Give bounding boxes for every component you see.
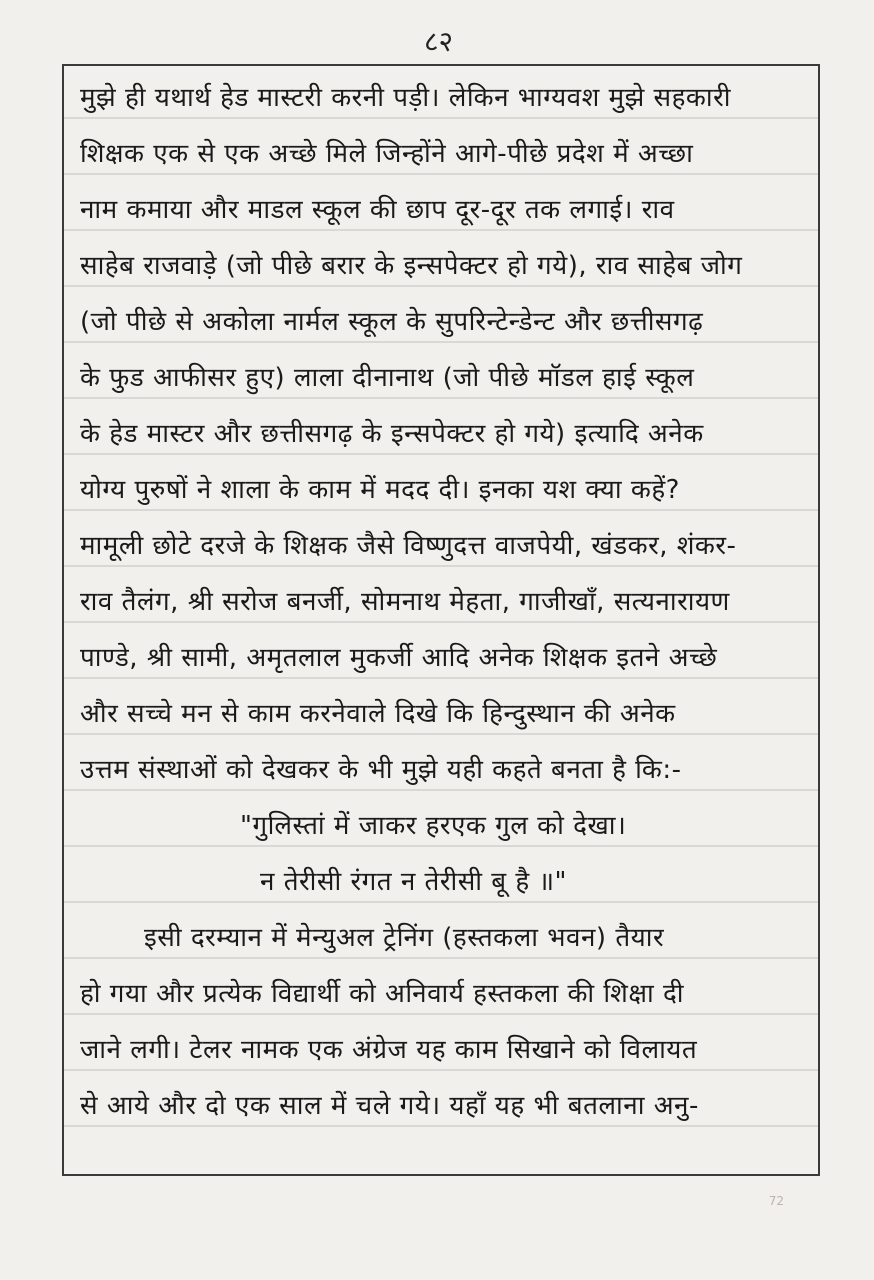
couplet-line-1: "गुलिस्तां में जाकर हरएक गुल को देखा।	[240, 811, 627, 841]
text-line: उत्तम संस्थाओं को देखकर के भी मुझे यही कहते बनता है कि:-	[80, 755, 682, 785]
text-line: हो गया और प्रत्येक विद्यार्थी को अनिवार्य हस्तकला की शिक्षा दी	[80, 979, 685, 1009]
text-line: (जो पीछे से अकोला नार्मल स्कूल के सुपरिन्टेन्डेन्ट और छत्तीसगढ़	[80, 307, 704, 337]
paragraph-start-line: इसी दरम्यान में मेन्युअल ट्रेनिंग (हस्तकला भवन) तैयार	[144, 923, 665, 953]
text-line: से आये और दो एक साल में चले गये। यहाँ यह भी बतलाना अनु-	[80, 1091, 699, 1121]
text-line: मुझे ही यथार्थ हेड मास्टरी करनी पड़ी। लेकिन भाग्यवश मुझे सहकारी	[80, 83, 731, 113]
page-number: ८२	[424, 25, 454, 58]
text-line: के फुड आफीसर हुए) लाला दीनानाथ (जो पीछे मॉडल हाई स्कूल	[80, 363, 695, 393]
text-line: राव तैलंग, श्री सरोज बनर्जी, सोमनाथ मेहता, गाजीखाँ, सत्यनारायण	[80, 587, 730, 617]
text-line: के हेड मास्टर और छत्तीसगढ़ के इन्सपेक्टर हो गये) इत्यादि अनेक	[80, 419, 704, 449]
text-line: योग्य पुरुषों ने शाला के काम में मदद दी। इनका यश क्या कहें?	[80, 475, 680, 505]
text-line: शिक्षक एक से एक अच्छे मिले जिन्होंने आगे-पीछे प्रदेश में अच्छा	[80, 139, 694, 169]
text-line: जाने लगी। टेलर नामक एक अंग्रेज यह काम सिखाने को विलायत	[80, 1035, 698, 1065]
text-line: साहेब राजवाड़े (जो पीछे बरार के इन्सपेक्टर हो गये), राव साहेब जोग	[80, 251, 743, 281]
text-line: नाम कमाया और माडल स्कूल की छाप दूर-दूर तक लगाई। राव	[80, 195, 675, 225]
couplet-line-2: न तेरीसी रंगत न तेरीसी बू है ॥"	[260, 867, 567, 897]
text-line: और सच्चे मन से काम करनेवाले दिखे कि हिन्दुस्थान की अनेक	[80, 699, 676, 729]
page-content	[80, 70, 810, 1134]
footer-mark: 72	[768, 1194, 784, 1208]
text-line: मामूली छोटे दरजे के शिक्षक जैसे विष्णुदत्त वाजपेयी, खंडकर, शंकर-	[80, 531, 737, 561]
text-line: पाण्डे, श्री सामी, अमृतलाल मुकर्जी आदि अनेक शिक्षक इतने अच्छे	[80, 643, 718, 673]
